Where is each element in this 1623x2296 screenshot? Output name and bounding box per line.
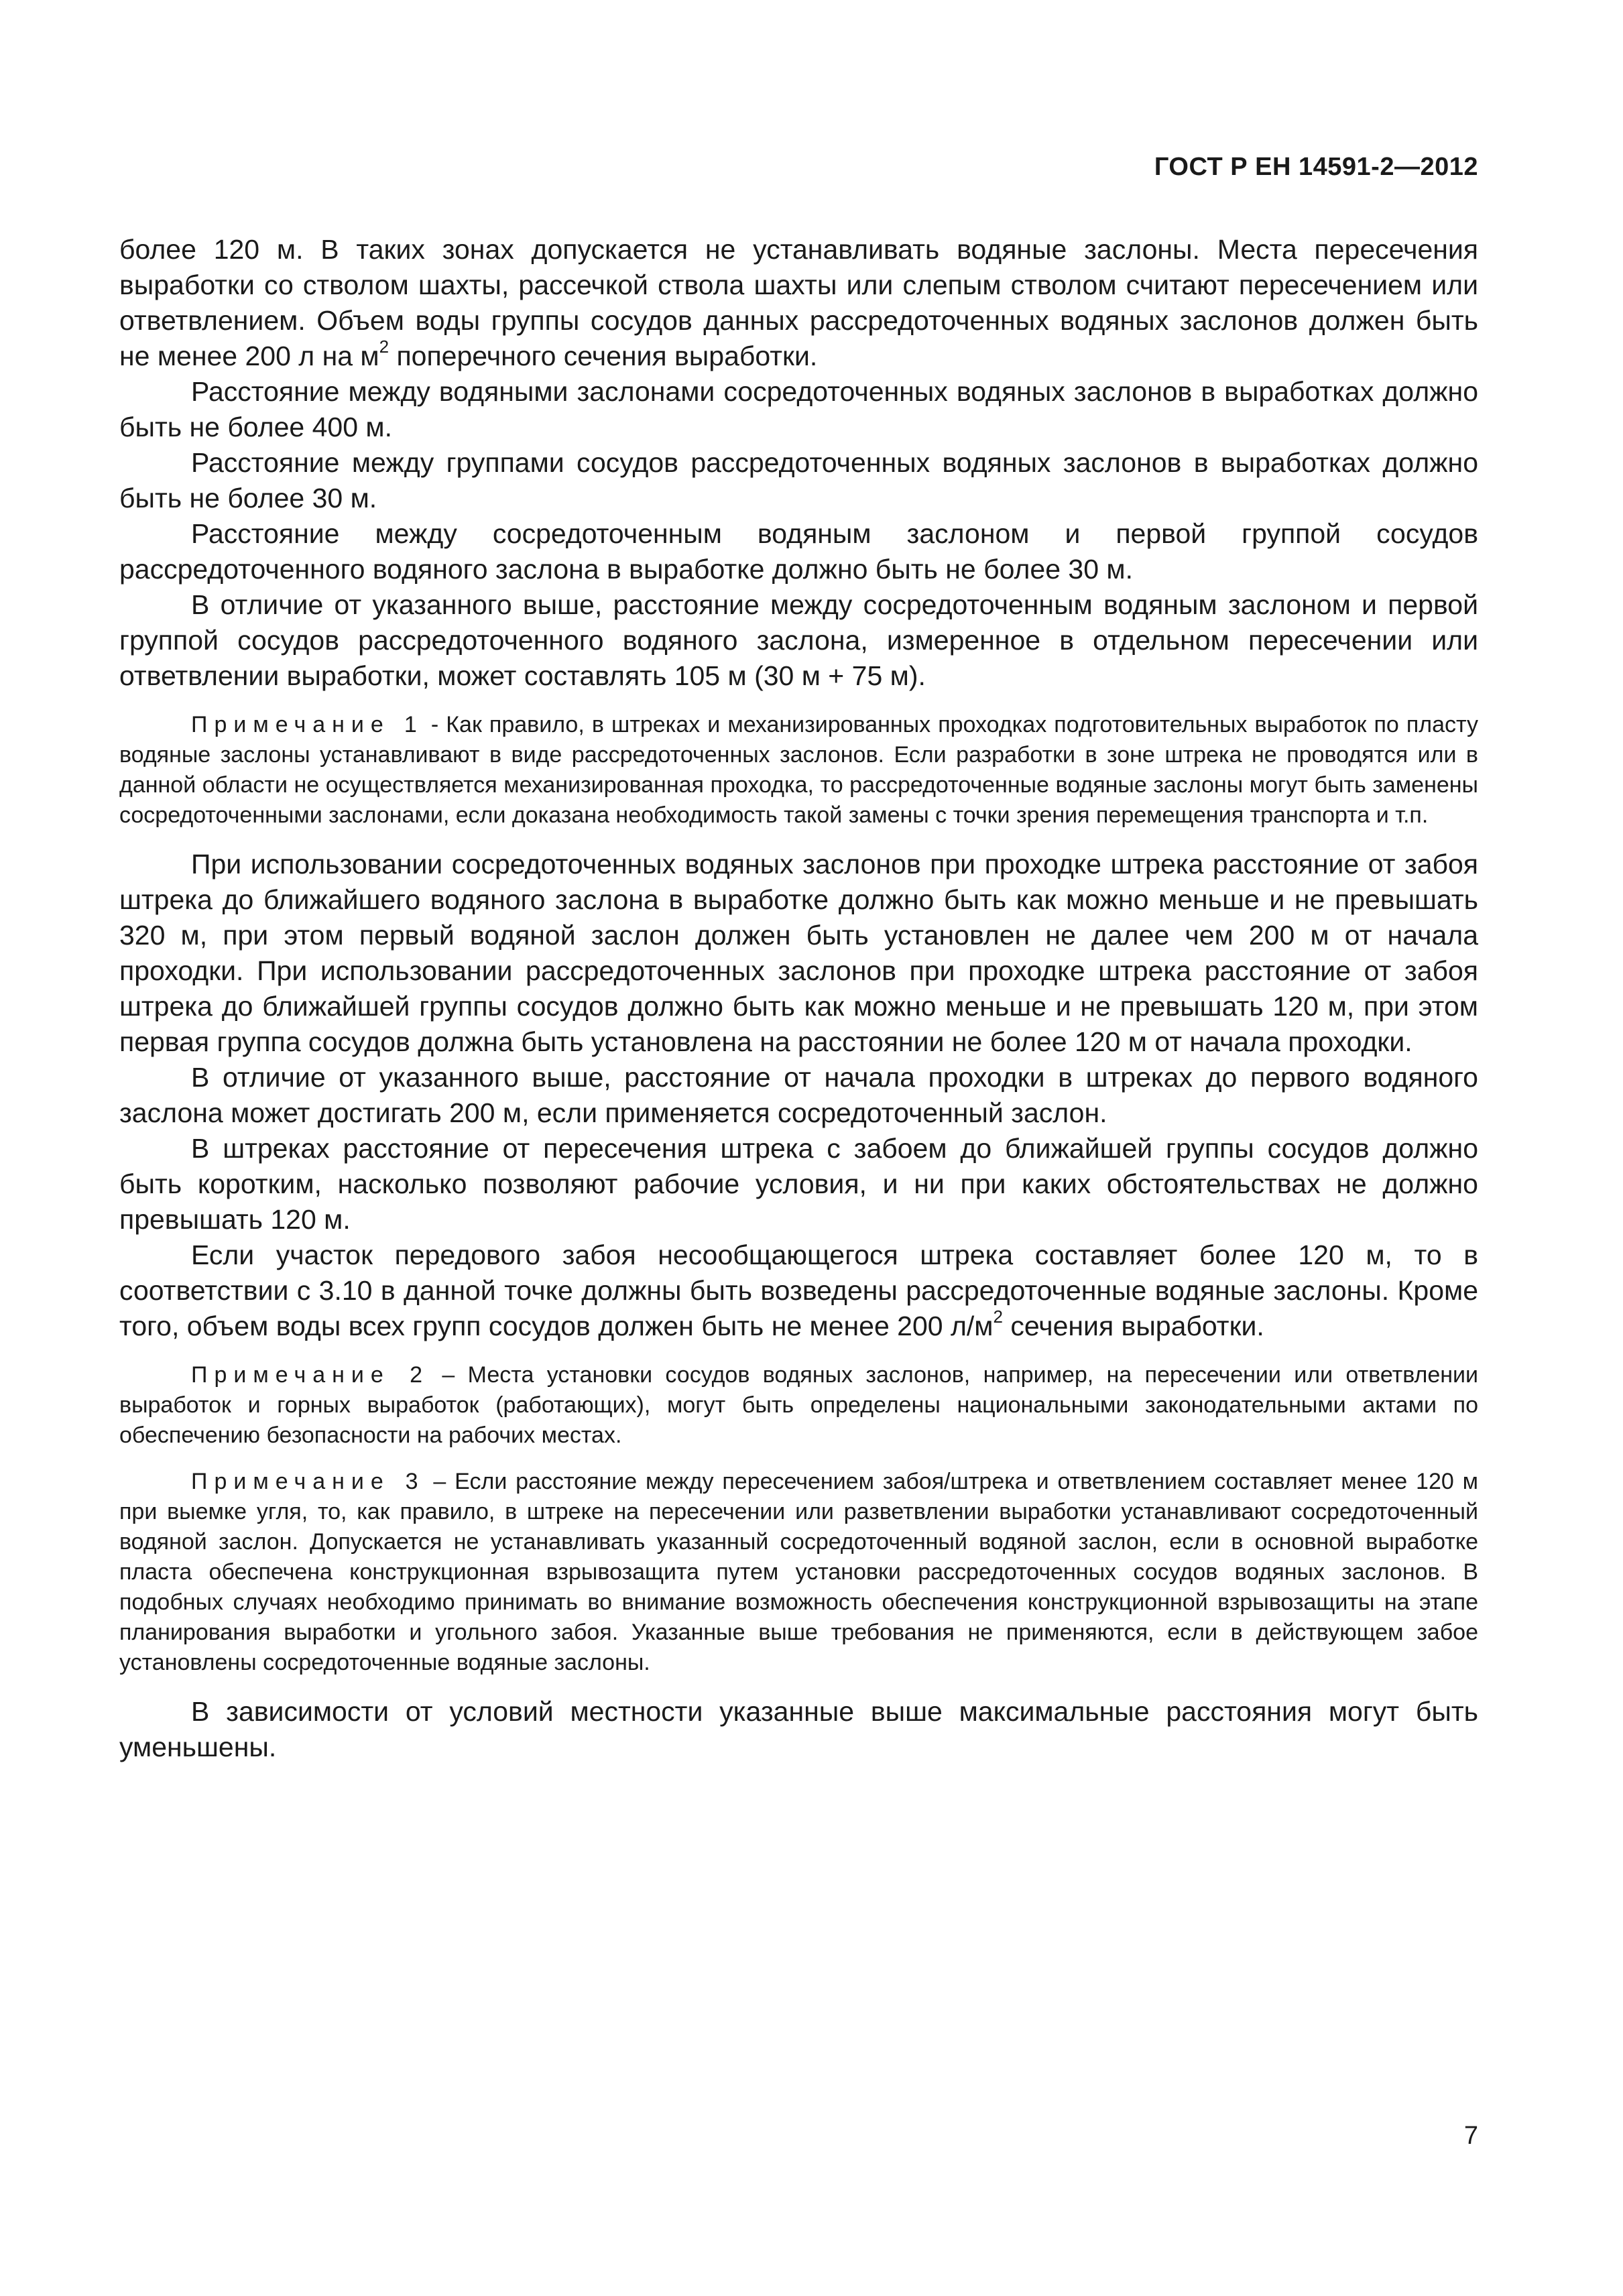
superscript: 2: [379, 337, 389, 357]
document-body: [119, 232, 1478, 1765]
note-1: Примечание 1 - Как правило, в штреках и механизированных проходках подготовительных выработок по пласту водяные заслоны устанавливают в виде рассредоточенных заслонов. Если разработки в зоне штрека не проводятся или в данной области не осуществляется механизированная проходка, то рассредоточенные водяные заслоны могут быть заменены сосредоточенными заслонами, если доказана необходимость такой замены с точки зрения перемещения транспорта и т.п.: [119, 712, 1478, 828]
note-label: Примечание 1: [191, 712, 424, 737]
note-label: Примечание 2: [191, 1362, 430, 1388]
page-number: 7: [1463, 2122, 1478, 2150]
paragraph-10: В зависимости от условий местности указанные выше максимальные расстояния могут быть уменьшены.: [119, 1696, 1478, 1762]
paragraph-4: Расстояние между сосредоточенным водяным заслоном и первой группой сосудов рассредоточенного водяного заслона в выработке должно быть не более 30 м.: [119, 518, 1478, 585]
document-code-header: ГОСТ Р ЕН 14591-2—2012: [1154, 153, 1478, 181]
paragraph-3: Расстояние между группами сосудов рассредоточенных водяных заслонов в выработках должно быть не более 30 м.: [119, 447, 1478, 513]
paragraph-9: Если участок передового забоя несообщающегося штрека составляет более 120 м, то в соответствии с 3.10 в данной точке должны быть возведены рассредоточенные водяные заслоны. Кроме того, объем воды всех групп сосудов должен быть не менее 200 $л/м^2$ сечения выработки.: [119, 1240, 1478, 1341]
note-3: Примечание 3 – Если расстояние между пересечением забоя/штрека и ответвлением составляет менее 120 м при выемке угля, то, как правило, в штреке на пересечении или разветвлении выработки устанавливают сосредоточенный водяной заслон. Допускается не устанавливать указанный сосредоточенный водяной заслон, если в основной выработке пласта обеспечена конструкционная взрывозащита путем установки рассредоточенных сосудов водяных заслонов. В подобных случаях необходимо принимать во внимание возможность обеспечения конструкционной взрывозащиты на этапе планирования выработки и угольного забоя. Указанные выше требования не применяются, если в действующем забое установлены сосредоточенные водяные заслоны.: [119, 1469, 1478, 1675]
note-label: Примечание 3: [191, 1469, 425, 1494]
paragraph-8: В штреках расстояние от пересечения штрека с забоем до ближайшей группы сосудов должно быть коротким, насколько позволяют рабочие условия, и ни при каких обстоятельствах не должно превышать 120 м.: [119, 1133, 1478, 1235]
superscript: 2: [993, 1307, 1003, 1327]
paragraph-2: Расстояние между водяными заслонами сосредоточенных водяных заслонов в выработках должно быть не более 400 м.: [119, 376, 1478, 442]
paragraph-1: более 120 м. В таких зонах допускается не устанавливать водяные заслоны. Места пересечения выработки со стволом шахты, рассечкой ствола шахты или слепым стволом считают пересечением или ответвлением. Объем воды группы сосудов данных рассредоточенных водяных заслонов должен быть не менее 200 л на $м^2$ поперечного сечения выработки.: [119, 234, 1478, 371]
paragraph-6: При использовании сосредоточенных водяных заслонов при проходке штрека расстояние от забоя штрека до ближайшего водяного заслона в выработке должно быть как можно меньше и не превышать 320 м, при этом первый водяной заслон должен быть установлен не далее чем 200 м от начала проходки. При использовании рассредоточенных заслонов при проходке штрека расстояние от забоя штрека до ближайшей группы сосудов должно быть как можно меньше и не превышать 120 м, при этом первая группа сосудов должна быть установлена на расстоянии не более 120 м от начала проходки.: [119, 849, 1478, 1057]
paragraph-5: В отличие от указанного выше, расстояние между сосредоточенным водяным заслоном и первой группой сосудов рассредоточенного водяного заслона, измеренное в отдельном пересечении или ответвлении выработки, может составлять 105 м (30 м + 75 м).: [119, 589, 1478, 691]
paragraph-7: В отличие от указанного выше, расстояние от начала проходки в штреках до первого водяного заслона может достигать 200 м, если применяется сосредоточенный заслон.: [119, 1062, 1478, 1128]
note-2: Примечание 2 – Места установки сосудов водяных заслонов, например, на пересечении или ответвлении выработок и горных выработок (работающих), могут быть определены национальными законодательными актами по обеспечению безопасности на рабочих местах.: [119, 1362, 1478, 1448]
